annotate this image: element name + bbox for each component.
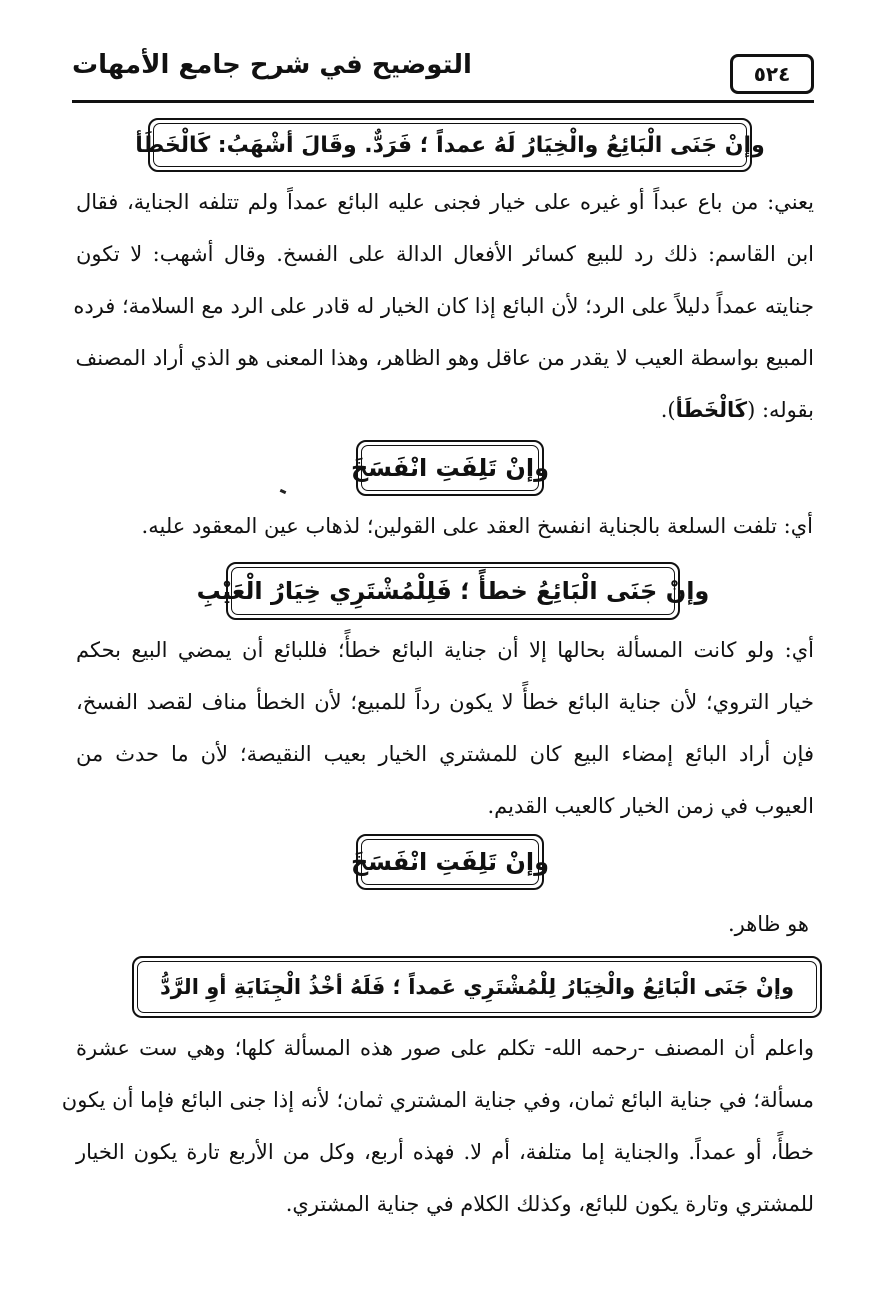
sharh-line: خطأً، أو عمداً. والجناية إما متلفة، أم لا. فهذه أربع، وكل من الأربع تارة يكون الخيار (76, 1140, 814, 1164)
matn-quote: كَالْخَطَأ (675, 398, 748, 422)
sharh-line: يعني: من باع عبداً أو غيره على خيار فجنى عليه البائع عمداً ولم تتلفه الجناية، فقال (76, 190, 814, 214)
sharh-paragraph-1 (73, 176, 814, 436)
ink-speck (280, 489, 287, 494)
sharh-line: أي: ولو كانت المسألة بحالها إلا أن جناية البائع خطأً؛ فللبائع أن يمضي البيع بحكم (76, 638, 814, 662)
sharh-line: المبيع بواسطة العيب لا يقدر من عاقل وهو الظاهر، وهذا المعنى هو الذي أراد المصنف (75, 346, 814, 370)
sharh-line: مسألة؛ في جناية البائع ثمان، وفي جناية المشتري ثمان؛ لأنه إذا جنى البائع فإما أن يكون (61, 1088, 814, 1112)
matn-text-1: وإنْ جَنَى الْبَائِعُ والْخِيَارُ لَهُ عمداً ؛ فَرَدٌّ. وقَالَ أشْهَبُ: كَالْخَطَأ (153, 123, 747, 167)
sharh-line-suffix: ). (660, 398, 676, 422)
sharh-line: ابن القاسم: ذلك رد للبيع كسائر الأفعال الدالة على الفسخ. وقال أشهب: لا تكون (76, 242, 814, 266)
sharh-line (76, 384, 814, 436)
sharh-paragraph-3 (76, 624, 814, 832)
sharh-line: واعلم أن المصنف -رحمه الله- تكلم على صور هذه المسألة كلها؛ وهي ست عشرة (76, 1036, 814, 1060)
sharh-line: خيار التروي؛ لأن جناية البائع خطأً لا يكون رداً للمبيع؛ لأن الخطأ مناف لقصد الفسخ، (76, 690, 814, 714)
matn-text-3: وإنْ جَنَى الْبَائِعُ خطأً ؛ فَلِلْمُشْتَرِي خِيَارُ الْعَيْبِ (231, 567, 675, 615)
sharh-line: للمشتري وتارة يكون للبائع، وكذلك الكلام في جناية المشتري. (285, 1192, 814, 1216)
matn-box-5 (132, 956, 822, 1018)
matn-box-4 (350, 834, 550, 890)
page-number-badge: ٥٢٤ (730, 54, 814, 94)
matn-box-3 (196, 562, 710, 620)
sharh-line: العيوب في زمن الخيار كالعيب القديم. (487, 794, 814, 818)
sharh-paragraph-2: أي: تلفت السلعة بالجناية انفسخ العقد على القولين؛ لذهاب عين المعقود عليه. (141, 514, 813, 538)
page-header (72, 44, 814, 103)
matn-text-4: وإنْ تَلِفَتِ انْفَسَخَ (361, 839, 539, 885)
matn-text-5: وإنْ جَنَى الْبَائِعُ والْخِيَارُ لِلْمُشْتَرِي عَمداً ؛ فَلَهُ أخْذُ الْجِنَايَةِ أوِ الرَّدُّ (137, 961, 817, 1013)
sharh-paragraph-4: هو ظاهر. (727, 912, 809, 936)
matn-box-1 (135, 118, 765, 172)
matn-text-2: وإنْ تَلِفَتِ انْفَسَخَ (361, 445, 539, 491)
sharh-line: فإن أراد البائع إمضاء البيع كان للمشتري الخيار بعيب النقيصة؛ لأن ما حدث من (76, 742, 814, 766)
book-title: التوضيح في شرح جامع الأمهات (72, 50, 472, 80)
sharh-line-prefix: بقوله: ( (747, 398, 814, 422)
sharh-line: جنايته عمداً دليلاً على الرد؛ لأن البائع إذا كان الخيار له قادر على الرد مع السلامة؛ فرده (73, 294, 814, 318)
matn-box-2 (350, 440, 550, 496)
sharh-paragraph-5 (61, 1022, 814, 1230)
